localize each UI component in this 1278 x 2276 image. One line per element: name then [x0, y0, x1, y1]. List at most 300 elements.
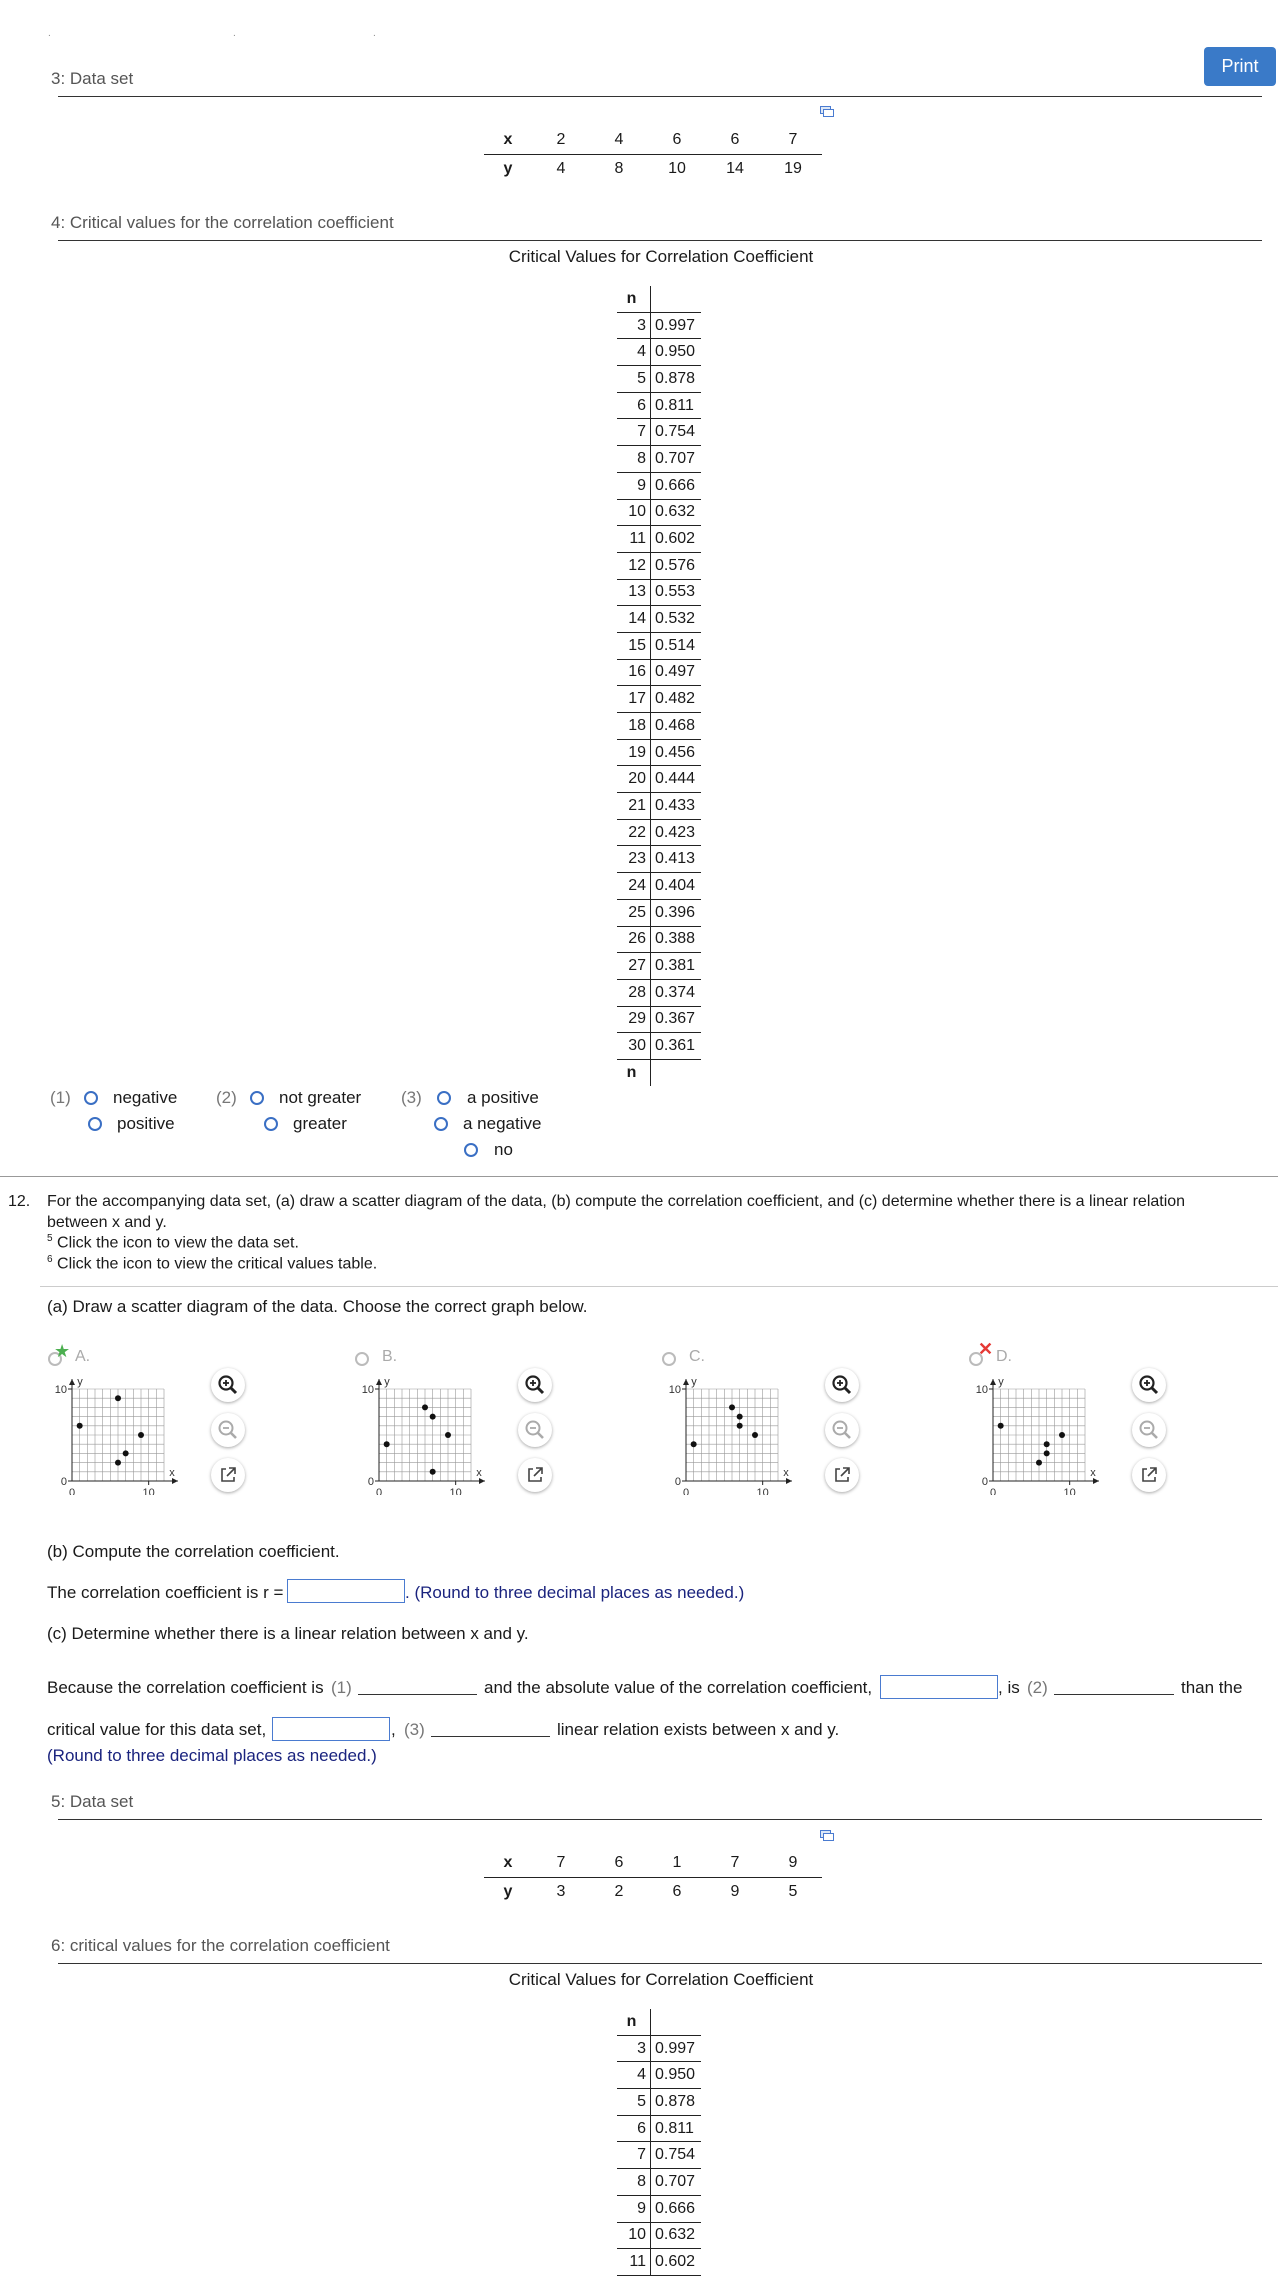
- zoom-out-button[interactable]: [518, 1413, 552, 1447]
- table-row: [617, 2195, 701, 2222]
- x-axis-label: x: [169, 1467, 175, 1479]
- x-axis-label: x: [1090, 1467, 1096, 1479]
- table-row: [617, 1006, 701, 1033]
- critical-value-cell: 0.950: [651, 339, 702, 366]
- scatter-point: [1044, 1441, 1050, 1447]
- critical-value-cell: 0.576: [651, 552, 702, 579]
- y-tick-label: 10: [975, 1384, 988, 1396]
- scatter-point: [384, 1441, 390, 1447]
- zoom-in-button[interactable]: [211, 1368, 245, 1402]
- x-cell: 7: [706, 1849, 764, 1878]
- option-a-positive[interactable]: [437, 1089, 451, 1107]
- table-row: [617, 793, 701, 820]
- footnote-text: Click the icon to view the data set.: [57, 1234, 299, 1252]
- option-letter: C.: [689, 1348, 705, 1365]
- x-origin-label: 0: [68, 1487, 76, 1495]
- y-cell: 3: [556, 1883, 566, 1900]
- radio-button[interactable]: [355, 1352, 369, 1366]
- critical-value-cell: 0.456: [651, 739, 702, 766]
- critical-value-cell: 0.632: [651, 499, 702, 526]
- radio-button[interactable]: [662, 1352, 676, 1366]
- zoom-in-icon: [831, 1374, 853, 1396]
- statement-text: and the absolute value of the correlation coefficient,: [484, 1678, 873, 1697]
- zoom-in-button[interactable]: [1132, 1368, 1166, 1402]
- x-axis-label: x: [783, 1467, 789, 1479]
- popout-graph-button[interactable]: [825, 1458, 859, 1492]
- critical-value-cell: 0.878: [651, 366, 702, 393]
- table-row: [617, 606, 701, 633]
- y-axis-label: y: [691, 1376, 697, 1388]
- y-cell: 4: [556, 160, 566, 177]
- scatter-point: [752, 1432, 758, 1438]
- y-origin-label: 0: [981, 1476, 988, 1488]
- scatter-point: [115, 1395, 121, 1401]
- critical-value-cell: 0.433: [651, 793, 702, 820]
- group-1-label: (1): [50, 1088, 71, 1107]
- scatter-point: [430, 1414, 436, 1420]
- x-cell: 4: [590, 126, 648, 155]
- table-row: [617, 392, 701, 419]
- y-axis-label: y: [77, 1376, 83, 1388]
- critical-value-cell: 0.707: [651, 446, 702, 473]
- dropdown-blank-2[interactable]: [1054, 1694, 1174, 1695]
- group-2-label: (2): [216, 1088, 237, 1107]
- correlation-input[interactable]: [287, 1579, 405, 1603]
- critical-values-table: [617, 2009, 701, 2276]
- table-row: [617, 873, 701, 900]
- option-letter: D.: [996, 1348, 1012, 1365]
- y-axis-arrow: [376, 1379, 382, 1385]
- critical-value-cell: 0.388: [651, 926, 702, 953]
- scatter-point: [729, 1404, 735, 1410]
- critical-value-cell: 0.602: [651, 2249, 702, 2276]
- scatter-point: [77, 1423, 83, 1429]
- section-6-title: 6: critical values for the correlation coefficient: [51, 1936, 390, 1955]
- y-origin-label: 0: [674, 1476, 681, 1488]
- option-positive[interactable]: [88, 1115, 102, 1133]
- table-row: [617, 2035, 701, 2062]
- option-a-negative[interactable]: [434, 1115, 448, 1133]
- incorrect-x-icon: ✕: [978, 1339, 994, 1359]
- table-row: [617, 339, 701, 366]
- top-dot: .: [233, 28, 236, 39]
- divider: [58, 240, 1262, 241]
- data-table-1: [484, 126, 822, 183]
- footnote-text: Click the icon to view the critical values table.: [57, 1255, 378, 1273]
- popout-graph-icon: [526, 1466, 544, 1484]
- divider: [40, 1286, 1278, 1287]
- n-cell: 10: [617, 499, 651, 526]
- n-cell: 30: [617, 1033, 651, 1060]
- zoom-in-button[interactable]: [825, 1368, 859, 1402]
- critical-value-cell: 0.811: [651, 2115, 702, 2142]
- critical-value-cell: 0.754: [651, 2142, 702, 2169]
- n-cell: 5: [617, 2089, 651, 2116]
- divider: [58, 96, 1262, 97]
- zoom-in-icon: [217, 1374, 239, 1396]
- blank-3-label: (3): [404, 1720, 425, 1739]
- y-cell: 14: [726, 160, 744, 177]
- critical-value-cell: 0.413: [651, 846, 702, 873]
- n-cell: 4: [617, 2062, 651, 2089]
- radio-button[interactable]: [84, 1091, 98, 1105]
- critical-values-table: [617, 286, 701, 1086]
- option-label[interactable]: no: [494, 1140, 513, 1159]
- n-cell: 9: [617, 472, 651, 499]
- scatter-point: [115, 1460, 121, 1466]
- radio-button[interactable]: [88, 1117, 102, 1131]
- n-cell: 6: [617, 392, 651, 419]
- table-row: [617, 686, 701, 713]
- x-origin-label: 0: [375, 1487, 383, 1495]
- option-negative[interactable]: [84, 1089, 98, 1107]
- table-row: [617, 2062, 701, 2089]
- zoom-in-icon: [1138, 1374, 1160, 1396]
- table-row: [617, 766, 701, 793]
- x-cell: 6: [706, 126, 764, 155]
- y-label: y: [503, 160, 513, 177]
- option-label[interactable]: greater: [293, 1114, 347, 1133]
- n-cell: 8: [617, 446, 651, 473]
- divider: [58, 1963, 1262, 1964]
- footnote-mark: 5: [47, 1233, 53, 1244]
- n-cell: 8: [617, 2169, 651, 2196]
- n-cell: 22: [617, 819, 651, 846]
- n-cell: 15: [617, 632, 651, 659]
- zoom-out-button[interactable]: [1132, 1413, 1166, 1447]
- option-letter: B.: [382, 1348, 398, 1365]
- statement-text: Because the correlation coefficient is: [47, 1678, 324, 1697]
- n-header: n: [617, 2009, 651, 2035]
- y-tick-label: 10: [668, 1384, 681, 1396]
- n-cell: 7: [617, 419, 651, 446]
- table-row: [617, 2169, 701, 2196]
- part-c-prompt: (c) Determine whether there is a linear relation between x and y.: [47, 1624, 529, 1643]
- n-cell: 3: [617, 2035, 651, 2062]
- table-row: [617, 819, 701, 846]
- critical-value-cell: 0.666: [651, 472, 702, 499]
- table-row: [617, 979, 701, 1006]
- option-greater[interactable]: [264, 1115, 278, 1133]
- x-cell: 2: [532, 126, 590, 155]
- statement-text: , is: [998, 1678, 1020, 1697]
- critical-value-cell: 0.497: [651, 659, 702, 686]
- data-table-2: [484, 1849, 822, 1906]
- x-cell: 7: [764, 126, 822, 155]
- n-cell: 19: [617, 739, 651, 766]
- dropdown-blank-3[interactable]: [431, 1736, 550, 1737]
- table-row: [617, 312, 701, 339]
- popout-graph-icon: [219, 1466, 237, 1484]
- n-cell: 17: [617, 686, 651, 713]
- zoom-out-button[interactable]: [211, 1413, 245, 1447]
- y-axis-arrow: [683, 1379, 689, 1385]
- table-row: [617, 499, 701, 526]
- x-cell: 7: [532, 1849, 590, 1878]
- x-tick-label: 10: [756, 1487, 769, 1495]
- critical-value-cell: 0.361: [651, 1033, 702, 1060]
- divider: [58, 1819, 1262, 1820]
- blank-2-label: (2): [1027, 1678, 1048, 1697]
- scatter-point: [737, 1414, 743, 1420]
- n-cell: 6: [617, 2115, 651, 2142]
- scatter-point: [1044, 1450, 1050, 1456]
- table-row: [617, 1033, 701, 1060]
- popout-graph-button[interactable]: [518, 1458, 552, 1492]
- n-cell: 5: [617, 366, 651, 393]
- n-cell: 21: [617, 793, 651, 820]
- table-row: [617, 659, 701, 686]
- scatter-graph: [959, 1375, 1109, 1495]
- y-origin-label: 0: [60, 1476, 67, 1488]
- x-tick-label: 10: [142, 1487, 155, 1495]
- critical-value-cell: 0.632: [651, 2222, 702, 2249]
- radio-button[interactable]: [464, 1143, 478, 1157]
- y-cell: 5: [788, 1883, 798, 1900]
- option-label[interactable]: a negative: [463, 1114, 542, 1133]
- part-b-prompt: (b) Compute the correlation coefficient.: [47, 1542, 340, 1561]
- scatter-point: [138, 1432, 144, 1438]
- n-cell: 3: [617, 312, 651, 339]
- table-row: [617, 472, 701, 499]
- table-row: [617, 526, 701, 553]
- x-tick-label: 10: [1063, 1487, 1076, 1495]
- table-row: [617, 2249, 701, 2276]
- zoom-out-button[interactable]: [825, 1413, 859, 1447]
- y-label: y: [503, 1883, 513, 1900]
- n-header: n: [617, 286, 651, 312]
- n-cell: 26: [617, 926, 651, 953]
- table-row: [617, 953, 701, 980]
- n-cell: 11: [617, 2249, 651, 2276]
- critical-value-cell: 0.468: [651, 713, 702, 740]
- critical-value-cell: 0.444: [651, 766, 702, 793]
- x-axis-label: x: [476, 1467, 482, 1479]
- scatter-point: [430, 1469, 436, 1475]
- critical-table-title: Critical Values for Correlation Coefficient: [508, 1970, 814, 1989]
- footnote-6[interactable]: [47, 1254, 377, 1273]
- critical-value-cell: 0.997: [651, 312, 702, 339]
- top-dot: .: [48, 28, 51, 39]
- scatter-point: [691, 1441, 697, 1447]
- x-cell: 6: [648, 126, 706, 155]
- option-label[interactable]: not greater: [279, 1088, 362, 1107]
- critical-value-cell: 0.482: [651, 686, 702, 713]
- n-cell: 28: [617, 979, 651, 1006]
- scatter-point: [123, 1450, 129, 1456]
- option-label[interactable]: positive: [117, 1114, 175, 1133]
- x-cell: 6: [590, 1849, 648, 1878]
- critical-value-cell: 0.602: [651, 526, 702, 553]
- scatter-point: [422, 1404, 428, 1410]
- group-3-label: (3): [401, 1088, 422, 1107]
- blank-1-label: (1): [331, 1678, 352, 1697]
- y-axis-arrow: [69, 1379, 75, 1385]
- table-row: [617, 926, 701, 953]
- critical-value-cell: 0.532: [651, 606, 702, 633]
- scatter-point: [1036, 1460, 1042, 1466]
- question-number: 12.: [8, 1193, 31, 1210]
- option-not-greater[interactable]: [250, 1089, 264, 1107]
- zoom-in-button[interactable]: [518, 1368, 552, 1402]
- footnote-mark: 6: [47, 1254, 53, 1265]
- n-cell: 29: [617, 1006, 651, 1033]
- critical-value-cell: 0.404: [651, 873, 702, 900]
- popout-graph-button[interactable]: [1132, 1458, 1166, 1492]
- table-row: [617, 2222, 701, 2249]
- n-cell: 13: [617, 579, 651, 606]
- n-cell: 25: [617, 899, 651, 926]
- section-3-title: 3: Data set: [51, 69, 134, 88]
- abs-correlation-input[interactable]: [880, 1675, 998, 1699]
- n-cell: 10: [617, 2222, 651, 2249]
- y-cell: 6: [672, 1883, 682, 1900]
- x-cell: 1: [648, 1849, 706, 1878]
- radio-button[interactable]: [250, 1091, 264, 1105]
- table-row: [617, 713, 701, 740]
- table-row: [617, 2089, 701, 2116]
- table-row: [617, 579, 701, 606]
- statement-text: critical value for this data set,: [47, 1720, 267, 1739]
- critical-value-cell: 0.707: [651, 2169, 702, 2196]
- x-label: x: [484, 1849, 532, 1878]
- critical-value-cell: 0.514: [651, 632, 702, 659]
- scatter-graph: [345, 1375, 495, 1495]
- y-cell: 2: [614, 1883, 624, 1900]
- x-origin-label: 0: [682, 1487, 690, 1495]
- question-text: between x and y.: [47, 1214, 167, 1231]
- y-axis-label: y: [384, 1376, 390, 1388]
- divider: [0, 1176, 1278, 1177]
- x-label: x: [484, 126, 532, 155]
- zoom-out-icon: [1138, 1419, 1160, 1441]
- table-row: [617, 846, 701, 873]
- critical-value-cell: 0.754: [651, 419, 702, 446]
- n-cell: 9: [617, 2195, 651, 2222]
- option-letter: A.: [75, 1348, 91, 1365]
- zoom-out-icon: [217, 1419, 239, 1441]
- y-tick-label: 10: [54, 1384, 67, 1396]
- scatter-point: [1059, 1432, 1065, 1438]
- y-tick-label: 10: [361, 1384, 374, 1396]
- x-tick-label: 10: [449, 1487, 462, 1495]
- popout-graph-icon: [833, 1466, 851, 1484]
- option-no[interactable]: [464, 1141, 478, 1159]
- statement-text: than the: [1181, 1678, 1243, 1697]
- scatter-graph: [38, 1375, 188, 1495]
- n-cell: 4: [617, 339, 651, 366]
- option-label[interactable]: a positive: [467, 1088, 539, 1107]
- print-button[interactable]: Print: [1204, 47, 1276, 86]
- n-cell: 12: [617, 552, 651, 579]
- popout-graph-icon: [1140, 1466, 1158, 1484]
- question-text: For the accompanying data set, (a) draw a scatter diagram of the data, (b) compute the correlation coefficient, and (c) determine whether there is a linear relation: [47, 1193, 1186, 1210]
- n-footer: n: [617, 1059, 651, 1085]
- scatter-point: [998, 1423, 1004, 1429]
- n-cell: 18: [617, 713, 651, 740]
- table-row: [617, 419, 701, 446]
- round-note: . (Round to three decimal places as needed.): [405, 1583, 745, 1602]
- critical-value-input[interactable]: [272, 1717, 390, 1741]
- table-row: [617, 366, 701, 393]
- critical-value-cell: 0.811: [651, 392, 702, 419]
- table-row: [617, 739, 701, 766]
- n-cell: 27: [617, 953, 651, 980]
- critical-value-cell: 0.997: [651, 2035, 702, 2062]
- critical-value-cell: 0.666: [651, 2195, 702, 2222]
- popout-icon[interactable]: [820, 106, 834, 117]
- option-label[interactable]: negative: [113, 1088, 178, 1107]
- correct-star-icon: ★: [54, 1341, 71, 1361]
- zoom-out-icon: [524, 1419, 546, 1441]
- table-row: [617, 2142, 701, 2169]
- y-cell: 19: [784, 160, 802, 177]
- table-footer: [617, 1059, 701, 1085]
- critical-value-cell: 0.374: [651, 979, 702, 1006]
- part-a-prompt: (a) Draw a scatter diagram of the data. Choose the correct graph below.: [47, 1297, 588, 1316]
- radio-button[interactable]: [434, 1117, 448, 1131]
- popout-graph-button[interactable]: [211, 1458, 245, 1492]
- section-5-title: 5: Data set: [51, 1792, 134, 1811]
- statement-text: linear relation exists between x and y.: [557, 1720, 840, 1739]
- n-cell: 11: [617, 526, 651, 553]
- radio-button[interactable]: [264, 1117, 278, 1131]
- critical-value-cell: 0.423: [651, 819, 702, 846]
- y-origin-label: 0: [367, 1476, 374, 1488]
- y-cell: 10: [668, 160, 686, 177]
- critical-value-cell: 0.878: [651, 2089, 702, 2116]
- answer-prefix: The correlation coefficient is r =: [47, 1583, 284, 1602]
- n-cell: 16: [617, 659, 651, 686]
- n-cell: 7: [617, 2142, 651, 2169]
- y-cell: 9: [730, 1883, 740, 1900]
- scatter-graph: [652, 1375, 802, 1495]
- popout-icon[interactable]: [820, 1830, 834, 1841]
- critical-value-cell: 0.553: [651, 579, 702, 606]
- graph-option-radio[interactable]: [662, 1350, 676, 1368]
- y-axis-arrow: [990, 1379, 996, 1385]
- round-note: (Round to three decimal places as needed.): [47, 1746, 377, 1765]
- scatter-point: [445, 1432, 451, 1438]
- table-row: [617, 2115, 701, 2142]
- y-cell: 8: [614, 160, 624, 177]
- critical-value-cell: 0.396: [651, 899, 702, 926]
- graph-option-radio[interactable]: [355, 1350, 369, 1368]
- x-origin-label: 0: [989, 1487, 997, 1495]
- section-4-title: 4: Critical values for the correlation coefficient: [51, 213, 394, 232]
- x-cell: 9: [764, 1849, 822, 1878]
- table-row: [617, 446, 701, 473]
- top-dot: .: [373, 28, 376, 39]
- statement-text: ,: [391, 1720, 396, 1739]
- table-row: [617, 552, 701, 579]
- footnote-5[interactable]: [47, 1233, 299, 1252]
- critical-table-title: Critical Values for Correlation Coefficient: [508, 247, 814, 266]
- critical-value-cell: 0.367: [651, 1006, 702, 1033]
- table-row: [617, 632, 701, 659]
- scatter-point: [737, 1423, 743, 1429]
- n-cell: 20: [617, 766, 651, 793]
- radio-button[interactable]: [437, 1091, 451, 1105]
- n-cell: 24: [617, 873, 651, 900]
- y-axis-label: y: [998, 1376, 1004, 1388]
- n-cell: 23: [617, 846, 651, 873]
- zoom-in-icon: [524, 1374, 546, 1396]
- dropdown-blank-1[interactable]: [358, 1694, 477, 1695]
- zoom-out-icon: [831, 1419, 853, 1441]
- n-cell: 14: [617, 606, 651, 633]
- critical-value-cell: 0.950: [651, 2062, 702, 2089]
